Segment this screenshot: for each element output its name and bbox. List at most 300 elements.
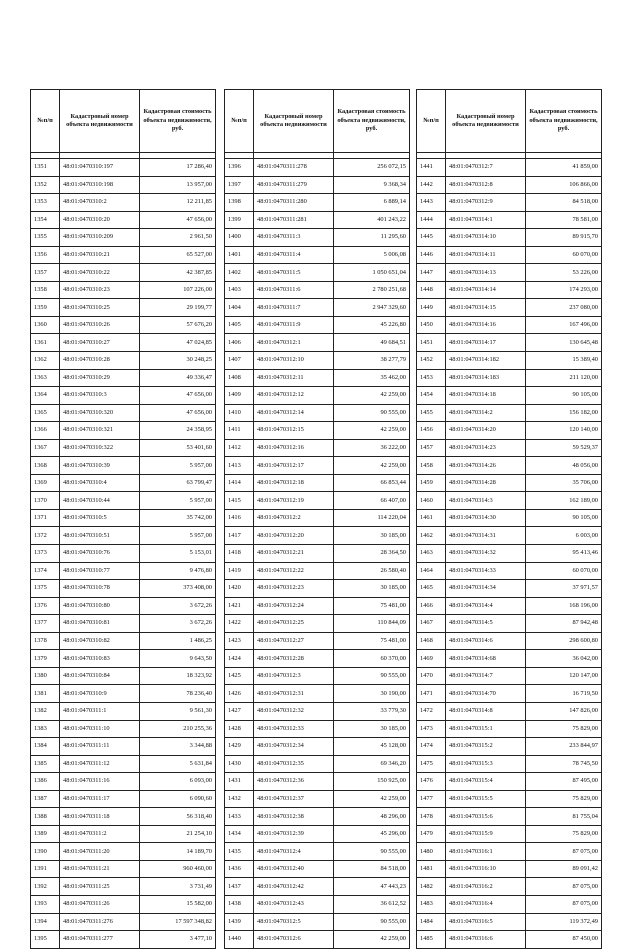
cadastral-value: 24 358,95 [140, 422, 216, 440]
row-number: 1438 [225, 895, 254, 913]
row-number: 1484 [417, 913, 446, 931]
table-row [225, 825, 410, 843]
cadastral-value: 9 368,34 [334, 176, 410, 194]
row-number: 1387 [31, 790, 60, 808]
table-row [31, 545, 216, 563]
row-number: 1372 [31, 527, 60, 545]
cadastral-value: 12 211,85 [140, 194, 216, 212]
cadastral-value: 89 915,70 [526, 229, 602, 247]
cadastral-number: 48:01:0470312:7 [446, 159, 526, 177]
cadastral-number: 48:01:0470311:26 [60, 895, 140, 913]
cadastral-number: 48:01:0470311:5 [254, 264, 334, 282]
row-number: 1425 [225, 667, 254, 685]
row-number: 1441 [417, 159, 446, 177]
cadastral-number: 48:01:0470310:27 [60, 334, 140, 352]
table-row [31, 352, 216, 370]
row-number: 1353 [31, 194, 60, 212]
row-number: 1378 [31, 632, 60, 650]
cadastral-number: 48:01:0470310:82 [60, 632, 140, 650]
cadastral-value: 47 656,00 [140, 387, 216, 405]
table-row [417, 457, 602, 475]
cadastral-number: 48:01:0470312:22 [254, 562, 334, 580]
cadastral-value: 45 226,80 [334, 316, 410, 334]
cadastral-value: 3 344,88 [140, 738, 216, 756]
cadastral-value: 17 597 348,82 [140, 913, 216, 931]
row-number: 1445 [417, 229, 446, 247]
cadastral-value: 30 185,00 [334, 527, 410, 545]
cadastral-value: 90 555,00 [334, 843, 410, 861]
cadastral-value: 42 387,85 [140, 264, 216, 282]
cadastral-number: 48:01:0470310:9 [60, 685, 140, 703]
cadastral-value: 9 476,80 [140, 562, 216, 580]
table-row [225, 720, 410, 738]
table-row [225, 474, 410, 492]
cadastral-number: 48:01:0470312:27 [254, 632, 334, 650]
table-row [417, 615, 602, 633]
cadastral-value: 33 779,30 [334, 702, 410, 720]
cadastral-value: 15 582,00 [140, 895, 216, 913]
table-body [417, 159, 602, 949]
table-row [417, 755, 602, 773]
table-row [417, 738, 602, 756]
cadastral-number: 48:01:0470312:15 [254, 422, 334, 440]
table-row [31, 194, 216, 212]
row-number: 1402 [225, 264, 254, 282]
table-row [417, 685, 602, 703]
cadastral-value: 65 527,00 [140, 246, 216, 264]
cadastral-value: 9 643,50 [140, 650, 216, 668]
table-row [417, 790, 602, 808]
cadastral-number: 48:01:0470316:6 [446, 931, 526, 949]
cadastral-value: 90 555,00 [334, 913, 410, 931]
cadastral-number: 48:01:0470312:37 [254, 790, 334, 808]
cadastral-value: 3 672,26 [140, 615, 216, 633]
cadastral-value: 81 755,04 [526, 808, 602, 826]
cadastral-value: 174 293,00 [526, 281, 602, 299]
cadastral-value: 41 859,00 [526, 159, 602, 177]
table-row [225, 316, 410, 334]
row-number: 1456 [417, 422, 446, 440]
table-row [31, 211, 216, 229]
table-header-row [417, 90, 602, 153]
cadastral-number: 48:01:0470310:83 [60, 650, 140, 668]
row-number: 1466 [417, 597, 446, 615]
cadastral-number: 48:01:0470315:9 [446, 825, 526, 843]
cadastral-number: 48:01:0470311:25 [60, 878, 140, 896]
cadastral-number: 48:01:0470311:11 [60, 738, 140, 756]
row-number: 1483 [417, 895, 446, 913]
cadastral-value: 87 075,00 [526, 843, 602, 861]
row-number: 1461 [417, 509, 446, 527]
table-row [417, 650, 602, 668]
row-number: 1450 [417, 316, 446, 334]
table-row [225, 422, 410, 440]
table-row [225, 913, 410, 931]
table-row [31, 860, 216, 878]
row-number: 1388 [31, 808, 60, 826]
table-row [225, 702, 410, 720]
row-number: 1352 [31, 176, 60, 194]
cadastral-number: 48:01:0470310:77 [60, 562, 140, 580]
cadastral-number: 48:01:0470311:281 [254, 211, 334, 229]
header-value: Кадастровая стоимость объекта недвижимости, руб. [140, 90, 216, 153]
cadastre-table-middle [224, 89, 410, 949]
row-number: 1413 [225, 457, 254, 475]
cadastral-number: 48:01:0470312:39 [254, 825, 334, 843]
row-number: 1479 [417, 825, 446, 843]
table-row [31, 685, 216, 703]
cadastral-number: 48:01:0470312:42 [254, 878, 334, 896]
cadastre-table-left [30, 89, 216, 949]
row-number: 1416 [225, 509, 254, 527]
row-number: 1377 [31, 615, 60, 633]
row-number: 1462 [417, 527, 446, 545]
table-row [417, 667, 602, 685]
cadastral-number: 48:01:0470316:2 [446, 878, 526, 896]
table-row [31, 913, 216, 931]
cadastral-number: 48:01:0470311:9 [254, 316, 334, 334]
row-number: 1476 [417, 773, 446, 791]
row-number: 1434 [225, 825, 254, 843]
cadastral-number: 48:01:0470312:40 [254, 860, 334, 878]
table-row [417, 404, 602, 422]
row-number: 1390 [31, 843, 60, 861]
row-number: 1444 [417, 211, 446, 229]
row-number: 1379 [31, 650, 60, 668]
cadastral-number: 48:01:0470314:16 [446, 316, 526, 334]
row-number: 1437 [225, 878, 254, 896]
table-row [31, 878, 216, 896]
cadastral-number: 48:01:0470312:31 [254, 685, 334, 703]
row-number: 1386 [31, 773, 60, 791]
cadastral-number: 48:01:0470314:6 [446, 632, 526, 650]
table-row [417, 913, 602, 931]
table-row [31, 299, 216, 317]
table-row [31, 580, 216, 598]
cadastral-number: 48:01:0470314:31 [446, 527, 526, 545]
row-number: 1360 [31, 316, 60, 334]
cadastral-value: 6 003,00 [526, 527, 602, 545]
cadastral-value: 53 401,60 [140, 439, 216, 457]
cadastral-value: 42 259,00 [334, 931, 410, 949]
table-row [417, 474, 602, 492]
row-number: 1459 [417, 474, 446, 492]
row-number: 1443 [417, 194, 446, 212]
cadastral-value: 156 182,00 [526, 404, 602, 422]
cadastral-value: 2 947 329,60 [334, 299, 410, 317]
cadastral-value: 60 070,00 [526, 562, 602, 580]
cadastral-number: 48:01:0470312:32 [254, 702, 334, 720]
row-number: 1381 [31, 685, 60, 703]
row-number: 1440 [225, 931, 254, 949]
header-value: Кадастровая стоимость объекта недвижимости, руб. [526, 90, 602, 153]
header-value: Кадастровая стоимость объекта недвижимости, руб. [334, 90, 410, 153]
cadastral-number: 48:01:0470312:25 [254, 615, 334, 633]
cadastral-number: 48:01:0470311:17 [60, 790, 140, 808]
cadastral-value: 48 056,00 [526, 457, 602, 475]
cadastral-value: 87 942,48 [526, 615, 602, 633]
cadastral-number: 48:01:0470314:23 [446, 439, 526, 457]
cadastral-value: 150 925,00 [334, 773, 410, 791]
table-row [31, 650, 216, 668]
table-row [225, 439, 410, 457]
header-num: №п/п [225, 90, 254, 153]
table-row [225, 685, 410, 703]
cadastral-number: 48:01:0470312:17 [254, 457, 334, 475]
table-row [31, 387, 216, 405]
table-row [417, 264, 602, 282]
row-number: 1426 [225, 685, 254, 703]
row-number: 1407 [225, 352, 254, 370]
row-number: 1424 [225, 650, 254, 668]
table-row [31, 229, 216, 247]
header-num: №п/п [417, 90, 446, 153]
cadastral-number: 48:01:0470310:22 [60, 264, 140, 282]
cadastral-number: 48:01:0470310:78 [60, 580, 140, 598]
cadastral-number: 48:01:0470311:279 [254, 176, 334, 194]
row-number: 1422 [225, 615, 254, 633]
row-number: 1385 [31, 755, 60, 773]
cadastral-number: 48:01:0470310:3 [60, 387, 140, 405]
row-number: 1468 [417, 632, 446, 650]
cadastral-value: 106 866,00 [526, 176, 602, 194]
row-number: 1371 [31, 509, 60, 527]
row-number: 1436 [225, 860, 254, 878]
cadastral-number: 48:01:0470314:20 [446, 422, 526, 440]
cadastral-value: 3 477,10 [140, 931, 216, 949]
row-number: 1433 [225, 808, 254, 826]
table-row [225, 650, 410, 668]
cadastral-number: 48:01:0470311:276 [60, 913, 140, 931]
table-row [225, 246, 410, 264]
row-number: 1454 [417, 387, 446, 405]
row-number: 1411 [225, 422, 254, 440]
header-num: №п/п [31, 90, 60, 153]
cadastral-number: 48:01:0470314:1 [446, 211, 526, 229]
cadastral-value: 15 389,40 [526, 352, 602, 370]
table-row [417, 369, 602, 387]
cadastral-number: 48:01:0470312:24 [254, 597, 334, 615]
cadastral-number: 48:01:0470311:1 [60, 702, 140, 720]
cadastral-value: 210 255,36 [140, 720, 216, 738]
table-row [31, 773, 216, 791]
cadastral-value: 114 220,04 [334, 509, 410, 527]
cadastral-number: 48:01:0470312:43 [254, 895, 334, 913]
cadastral-number: 48:01:0470312:14 [254, 404, 334, 422]
table-row [31, 615, 216, 633]
cadastral-value: 42 259,00 [334, 387, 410, 405]
table-row [31, 738, 216, 756]
row-number: 1404 [225, 299, 254, 317]
table-row [31, 843, 216, 861]
cadastral-value: 5 957,00 [140, 492, 216, 510]
table-row [225, 878, 410, 896]
table-row [31, 492, 216, 510]
row-number: 1393 [31, 895, 60, 913]
cadastral-number: 48:01:0470312:28 [254, 650, 334, 668]
row-number: 1421 [225, 597, 254, 615]
cadastral-number: 48:01:0470314:17 [446, 334, 526, 352]
cadastral-value: 47 656,00 [140, 211, 216, 229]
cadastral-number: 48:01:0470311:12 [60, 755, 140, 773]
row-number: 1355 [31, 229, 60, 247]
table-row [31, 159, 216, 177]
row-number: 1439 [225, 913, 254, 931]
table-row [31, 632, 216, 650]
table-row [225, 194, 410, 212]
cadastral-value: 42 259,00 [334, 422, 410, 440]
table-row [417, 895, 602, 913]
cadastral-value: 21 254,10 [140, 825, 216, 843]
cadastral-value: 53 226,00 [526, 264, 602, 282]
row-number: 1478 [417, 808, 446, 826]
table-row [31, 246, 216, 264]
cadastral-value: 18 323,92 [140, 667, 216, 685]
cadastral-value: 373 408,00 [140, 580, 216, 598]
cadastral-value: 211 120,00 [526, 369, 602, 387]
cadastral-value: 75 829,00 [526, 720, 602, 738]
cadastral-number: 48:01:0470315:6 [446, 808, 526, 826]
cadastral-value: 5 957,00 [140, 457, 216, 475]
cadastral-number: 48:01:0470314:13 [446, 264, 526, 282]
cadastral-value: 11 295,60 [334, 229, 410, 247]
row-number: 1405 [225, 316, 254, 334]
table-row [225, 369, 410, 387]
cadastral-value: 75 829,00 [526, 825, 602, 843]
table-row [417, 773, 602, 791]
table-row [417, 580, 602, 598]
table-row [417, 422, 602, 440]
cadastral-value: 110 844,09 [334, 615, 410, 633]
row-number: 1361 [31, 334, 60, 352]
row-number: 1470 [417, 667, 446, 685]
cadastral-value: 30 185,00 [334, 580, 410, 598]
cadastral-number: 48:01:0470312:36 [254, 773, 334, 791]
table-row [417, 334, 602, 352]
cadastral-value: 167 496,00 [526, 316, 602, 334]
row-number: 1463 [417, 545, 446, 563]
table-row [225, 229, 410, 247]
cadastral-number: 48:01:0470315:3 [446, 755, 526, 773]
row-number: 1396 [225, 159, 254, 177]
table-row [417, 352, 602, 370]
table-row [417, 281, 602, 299]
table-row [225, 755, 410, 773]
cadastral-value: 78 581,00 [526, 211, 602, 229]
cadastral-number: 48:01:0470314:68 [446, 650, 526, 668]
cadastral-number: 48:01:0470314:7 [446, 667, 526, 685]
row-number: 1363 [31, 369, 60, 387]
cadastral-number: 48:01:0470314:18 [446, 387, 526, 405]
table-row [225, 562, 410, 580]
table-row [225, 159, 410, 177]
cadastral-value: 6 889,14 [334, 194, 410, 212]
table-row [417, 632, 602, 650]
cadastral-number: 48:01:0470312:34 [254, 738, 334, 756]
cadastral-number: 48:01:0470314:34 [446, 580, 526, 598]
cadastral-value: 130 645,48 [526, 334, 602, 352]
cadastral-value: 1 050 651,04 [334, 264, 410, 282]
cadastral-number: 48:01:0470311:21 [60, 860, 140, 878]
cadastral-number: 48:01:0470316:10 [446, 860, 526, 878]
cadastral-number: 48:01:0470311:16 [60, 773, 140, 791]
table-row [31, 562, 216, 580]
row-number: 1384 [31, 738, 60, 756]
table-row [225, 773, 410, 791]
cadastral-number: 48:01:0470311:18 [60, 808, 140, 826]
cadastral-number: 48:01:0470314:15 [446, 299, 526, 317]
cadastral-value: 84 518,00 [334, 860, 410, 878]
table-row [225, 667, 410, 685]
cadastral-value: 36 042,00 [526, 650, 602, 668]
table-body [31, 159, 216, 949]
cadastral-number: 48:01:0470314:26 [446, 457, 526, 475]
cadastral-number: 48:01:0470312:8 [446, 176, 526, 194]
table-row [417, 860, 602, 878]
row-number: 1364 [31, 387, 60, 405]
row-number: 1485 [417, 931, 446, 949]
cadastral-number: 48:01:0470310:84 [60, 667, 140, 685]
row-number: 1408 [225, 369, 254, 387]
cadastral-value: 90 555,00 [334, 667, 410, 685]
table-row [417, 562, 602, 580]
table-row [31, 931, 216, 949]
cadastral-number: 48:01:0470314:4 [446, 597, 526, 615]
cadastral-number: 48:01:0470311:278 [254, 159, 334, 177]
cadastral-value: 90 105,00 [526, 509, 602, 527]
cadastral-value: 5 631,84 [140, 755, 216, 773]
table-row [225, 176, 410, 194]
cadastral-number: 48:01:0470314:11 [446, 246, 526, 264]
cadastral-number: 48:01:0470310:44 [60, 492, 140, 510]
cadastral-value: 59 529,37 [526, 439, 602, 457]
table-row [31, 264, 216, 282]
cadastral-number: 48:01:0470312:10 [254, 352, 334, 370]
cadastral-number: 48:01:0470310:21 [60, 246, 140, 264]
table-row [417, 439, 602, 457]
row-number: 1428 [225, 720, 254, 738]
cadastral-value: 36 222,00 [334, 439, 410, 457]
cadastral-value: 5 006,08 [334, 246, 410, 264]
cadastral-value: 42 259,00 [334, 790, 410, 808]
table-row [225, 615, 410, 633]
row-number: 1431 [225, 773, 254, 791]
cadastral-number: 48:01:0470311:10 [60, 720, 140, 738]
table-row [417, 720, 602, 738]
cadastral-value: 45 296,00 [334, 825, 410, 843]
row-number: 1458 [417, 457, 446, 475]
cadastral-number: 48:01:0470315:1 [446, 720, 526, 738]
row-number: 1367 [31, 439, 60, 457]
cadastral-value: 49 684,51 [334, 334, 410, 352]
cadastral-number: 48:01:0470312:33 [254, 720, 334, 738]
row-number: 1417 [225, 527, 254, 545]
row-number: 1356 [31, 246, 60, 264]
table-row [225, 632, 410, 650]
table-row [31, 176, 216, 194]
cadastral-value: 119 372,49 [526, 913, 602, 931]
cadastral-number: 48:01:0470316:5 [446, 913, 526, 931]
cadastral-number: 48:01:0470310:80 [60, 597, 140, 615]
row-number: 1406 [225, 334, 254, 352]
cadastral-value: 14 189,70 [140, 843, 216, 861]
row-number: 1432 [225, 790, 254, 808]
table-row [225, 527, 410, 545]
row-number: 1394 [31, 913, 60, 931]
cadastral-number: 48:01:0470314:14 [446, 281, 526, 299]
cadastral-number: 48:01:0470312:2 [254, 509, 334, 527]
table-row [225, 790, 410, 808]
